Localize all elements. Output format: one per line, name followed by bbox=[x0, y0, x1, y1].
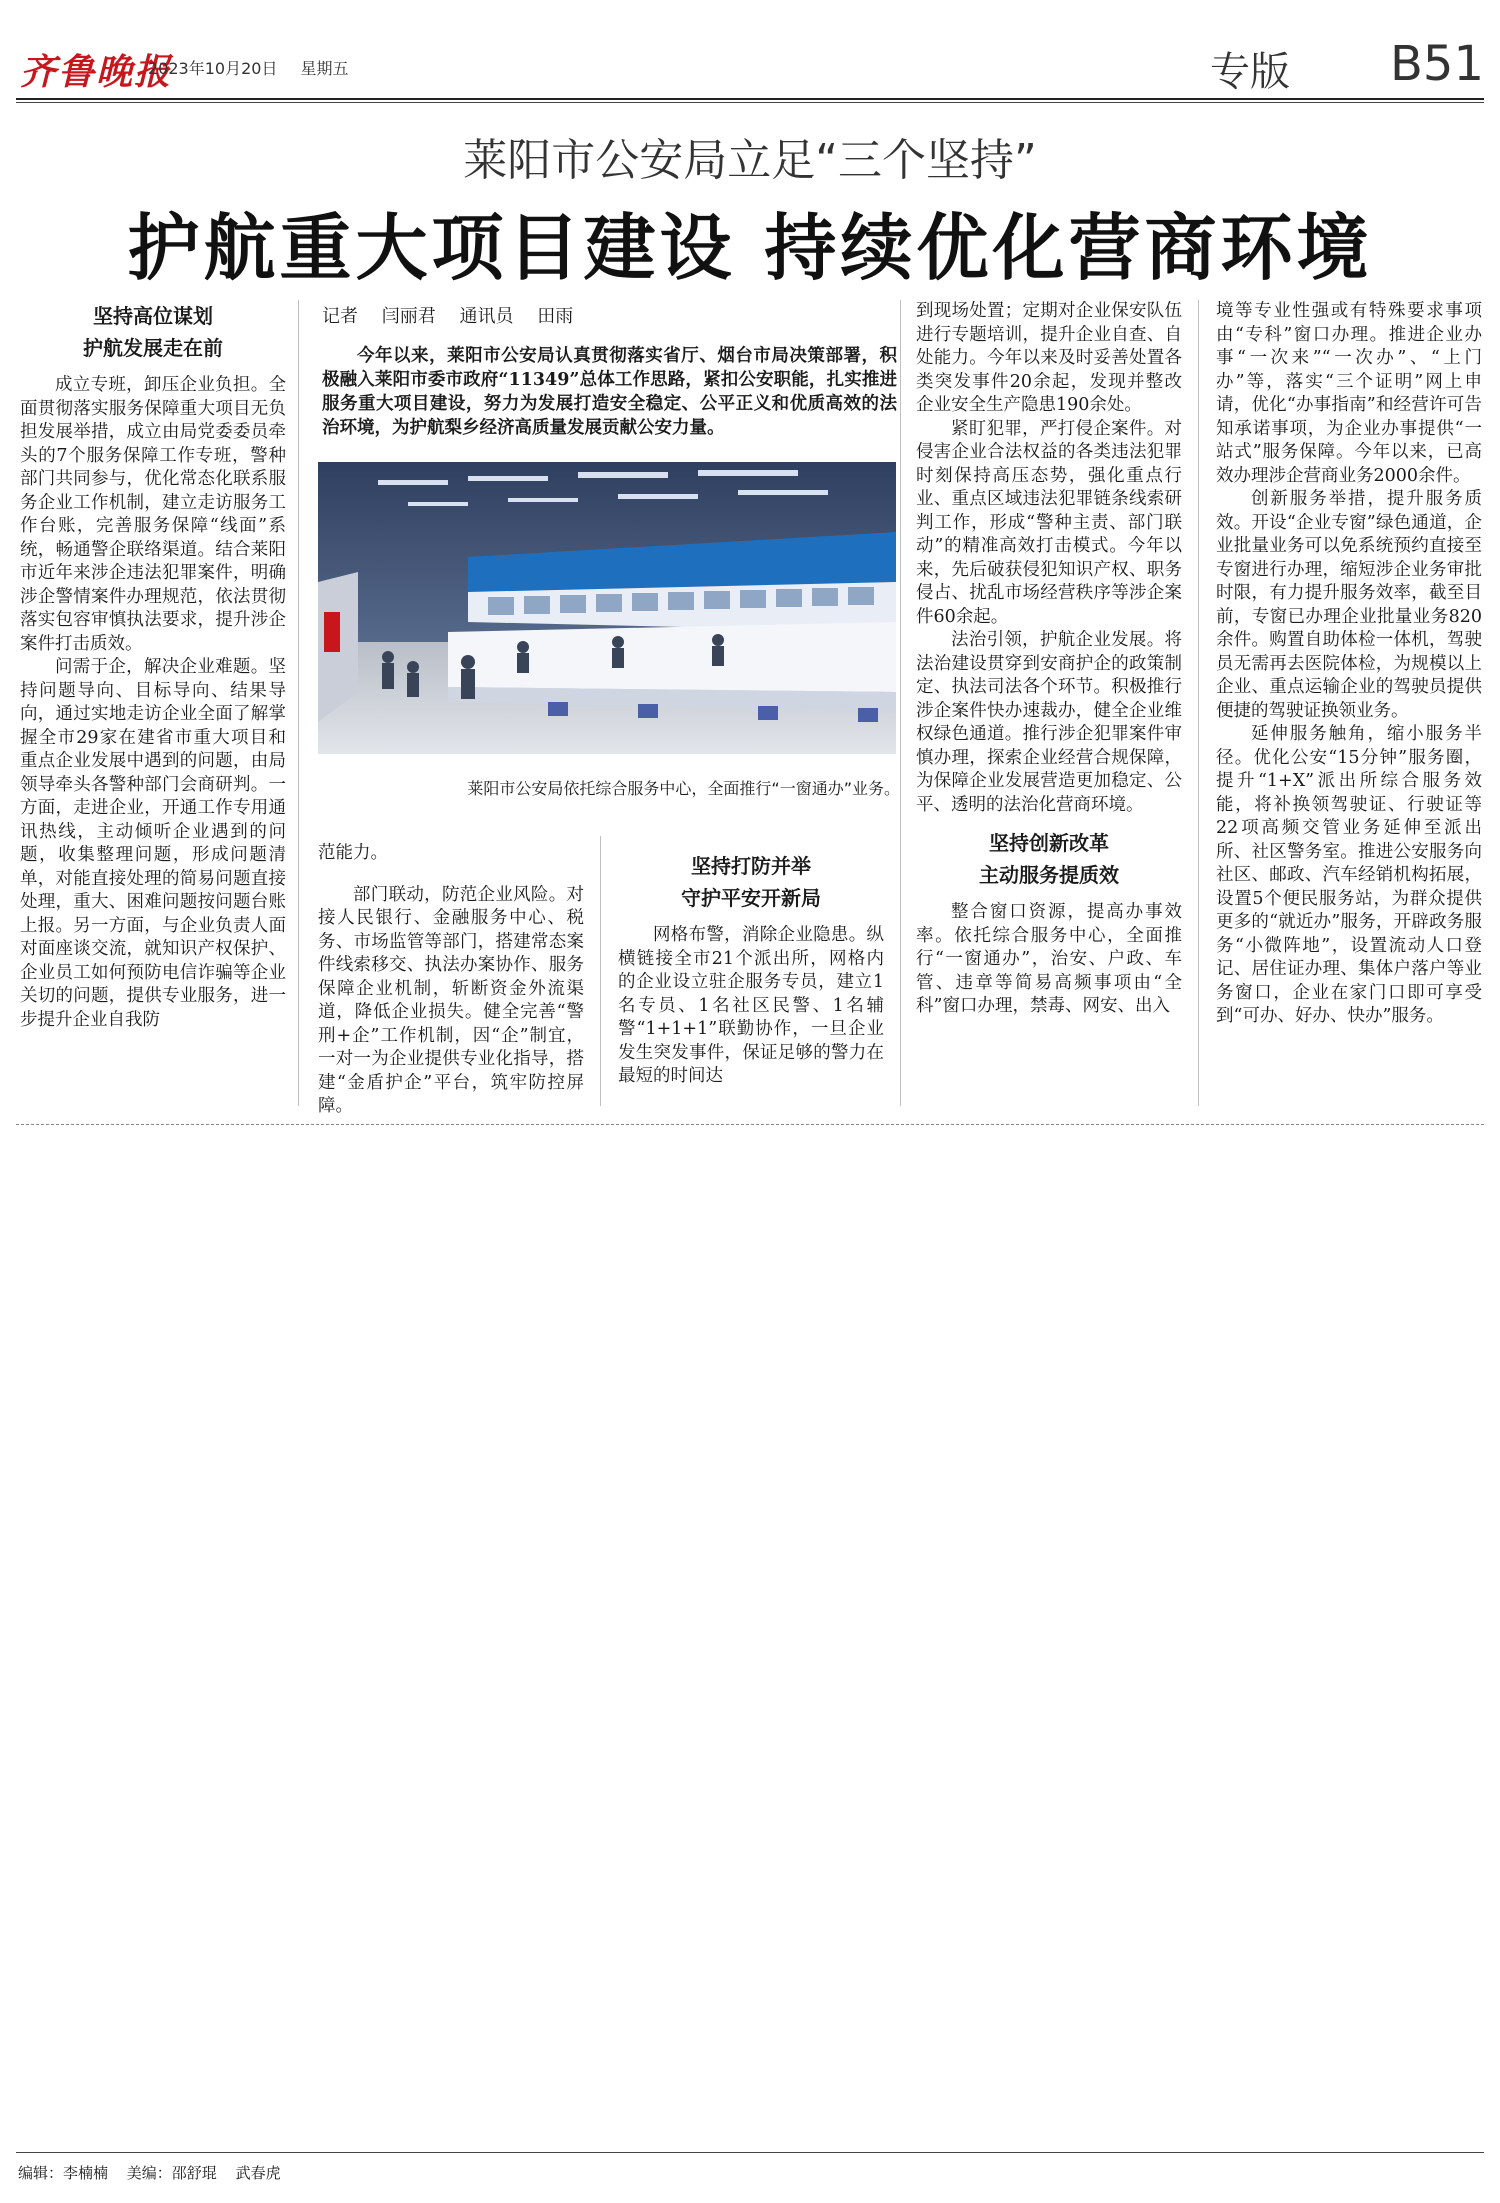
reporter-name: 闫丽君 bbox=[381, 306, 436, 327]
column-2 bbox=[318, 842, 584, 1119]
reporter-label: 记者 bbox=[322, 306, 358, 327]
issue-weekday: 星期五 bbox=[300, 59, 349, 78]
column-1 bbox=[20, 300, 286, 1032]
article-end-rule bbox=[16, 1124, 1484, 1125]
column-divider bbox=[1198, 300, 1199, 1106]
top-rule bbox=[16, 98, 1484, 100]
top-rule-thin bbox=[16, 102, 1484, 103]
paragraph: 成立专班，卸压企业负担。全面贯彻落实服务保障重大项目无负担发展举措，成立由局党委委员牵头的7个服务保障工作专班，警种部门共同参与，优化常态化联系服务企业工作机制，建立走访服务工作台账，完善服务保障“线面”系统，畅通警企联络渠道。结合莱阳市近年来涉企违法犯罪案件，明确涉企警情案件办理规范，依法贯彻落实包容审慎执法要求，提升涉企案件打击质效。 bbox=[20, 375, 286, 654]
service-hall-photo bbox=[318, 462, 896, 754]
column-divider bbox=[298, 300, 299, 1106]
paragraph: 网格布警，消除企业隐患。纵横链接全市21个派出所，网格内的企业设立驻企服务专员，建立1名专员、1名社区民警、1名辅警“1+1+1”联勤协作，一旦企业发生突发事件，保证足够的警力在最短的时间达 bbox=[618, 925, 884, 1086]
issue-date: 2023年10月20日 bbox=[148, 59, 278, 78]
editor-credits bbox=[18, 2162, 295, 2183]
paragraph: 法治引领，护航企业发展。将法治建设贯穿到安商护企的政策制定、执法司法各个环节。积极推行涉企案件快办速裁办，健全企业维权绿色通道。推行涉企犯罪案件审慎办理，探索企业经营合规保障，为保障企业发展营造更加稳定、公平、透明的法治化营商环境。 bbox=[916, 630, 1182, 815]
page-number: B51 bbox=[1389, 36, 1484, 92]
column-divider bbox=[600, 836, 601, 1106]
paragraph: 部门联动，防范企业风险。对接人民银行、金融服务中心、税务、市场监管等部门，搭建常态案件线索移交、执法办案协作、服务保障企业机制，斩断资金外流渠道，降低企业损失。健全完善“警刑+企”工作机制，因“企”制宜，一对一为企业提供专业化指导，搭建“金盾护企”平台，筑牢防控屏障。 bbox=[318, 884, 584, 1116]
paragraph-continued: 境等专业性强或有特殊要求事项由“专科”窗口办理。推进企业办事“一次来”“一次办”、“上门办”等，落实“三个证明”网上申请，优化“办事指南”和经营许可告知承诺事项，为企业办事提供“一站式”服务保障。今年以来，已高效办理涉企营商业务2000余件。 bbox=[1216, 301, 1482, 486]
article-headline: 护航重大项目建设 持续优化营商环境 bbox=[127, 205, 1373, 290]
paragraph: 延伸服务触角，缩小服务半径。优化公安“15分钟”服务圈，提升“1+X”派出所综合服务效能，将补换领驾驶证、行驶证等22项高频交管业务延伸至派出所、社区警务室。推进公安服务向社区、邮政、汽车经销机构拓展，设置5个便民服务站，为群众提供更多的“就近办”服务，开辟政务服务“小微阵地”，设置流动人口登记、居住证办理、集体户落户等业务窗口，企业在家门口即可享受到“可办、好办、快办”服务。 bbox=[1216, 724, 1482, 1026]
article-kicker: 莱阳市公安局立足“三个坚持” bbox=[463, 135, 1037, 186]
subhead-3-line-2: 主动服务提质效 bbox=[979, 863, 1119, 887]
column-divider bbox=[900, 300, 901, 1106]
column-5 bbox=[1216, 300, 1482, 1029]
issue-date-line bbox=[148, 56, 367, 79]
editor-credit: 编辑：李楠楠 bbox=[18, 2164, 109, 2182]
paragraph-continued: 范能力。 bbox=[318, 843, 388, 863]
correspondent-label: 通讯员 bbox=[459, 306, 514, 327]
byline bbox=[322, 302, 591, 328]
subhead-3-line-1: 坚持创新改革 bbox=[989, 831, 1109, 855]
article-lead: 今年以来，莱阳市公安局认真贯彻落实省厅、烟台市局决策部署，积极融入莱阳市委市政府“11349”总体工作思路，紧扣公安职能，扎实推进服务重大项目建设，努力为发展打造安全稳定、公平正义和优质高效的法治环境，为护航梨乡经济高质量发展贡献公安力量。 bbox=[322, 346, 897, 438]
column-4 bbox=[916, 300, 1182, 1019]
proofreader-credit: 武春虎 bbox=[235, 2164, 281, 2182]
paragraph: 问需于企，解决企业难题。坚持问题导向、目标导向、结果导向，通过实地走访企业全面了解掌握全市29家在建省市重大项目和重点企业发展中遇到的问题，由局领导牵头各警种部门会商研判。一方面，走进企业，开通工作专用通讯热线，主动倾听企业遇到的问题，收集整理问题，形成问题清单，对能直接处理的简易问题直接处理，重大、困难问题按问题台账上报。另一方面，与企业负责人面对面座谈交流，就知识产权保护、企业员工如何预防电信诈骗等企业关切的问题，提供专业服务，进一步提升企业自我防 bbox=[20, 657, 286, 1030]
newspaper-logo: 齐鲁晚报 bbox=[20, 51, 173, 93]
subhead-1-line-1: 坚持高位谋划 bbox=[93, 304, 213, 328]
subhead-1-line-2: 护航发展走在前 bbox=[83, 336, 223, 360]
service-hall-illustration bbox=[318, 462, 896, 754]
footer-rule bbox=[16, 2152, 1484, 2153]
paragraph: 整合窗口资源，提高办事效率。依托综合服务中心，全面推行“一窗通办”，治安、户政、车管、违章等简易高频事项由“全科”窗口办理，禁毒、网安、出入 bbox=[916, 902, 1182, 1016]
photo-caption: 莱阳市公安局依托综合服务中心，全面推行“一窗通办”业务。 bbox=[467, 779, 900, 798]
subhead-2-line-2: 守护平安开新局 bbox=[681, 886, 821, 910]
paragraph: 创新服务举措，提升服务质效。开设“企业专窗”绿色通道，企业批量业务可以免系统预约直接至专窗进行办理，缩短涉企业务审批时限，有力提升服务效率，截至目前，专窗已办理企业批量业务820余件。购置自助体检一体机，驾驶员无需再去医院体检，为规模以上企业、重点运输企业的驾驶员提供便捷的驾驶证换领业务。 bbox=[1216, 489, 1482, 721]
designer-credit: 美编：邵舒琨 bbox=[126, 2164, 217, 2182]
column-3 bbox=[618, 850, 884, 1089]
subhead-2-line-1: 坚持打防并举 bbox=[691, 854, 811, 878]
correspondent-name: 田雨 bbox=[537, 306, 574, 327]
paragraph-continued: 到现场处置；定期对企业保安队伍进行专题培训，提升企业自查、自处能力。今年以来及时妥善处置各类突发事件20余起，发现并整改企业安全生产隐患190余处。 bbox=[916, 301, 1182, 415]
paragraph: 紧盯犯罪，严打侵企案件。对侵害企业合法权益的各类违法犯罪时刻保持高压态势，强化重点行业、重点区域违法犯罪链条线索研判工作，形成“警种主责、部门联动”的精准高效打击模式。今年以来，先后破获侵犯知识产权、职务侵占、扰乱市场经营秩序等涉企案件60余起。 bbox=[916, 418, 1182, 627]
section-label: 专版 bbox=[1210, 49, 1290, 95]
